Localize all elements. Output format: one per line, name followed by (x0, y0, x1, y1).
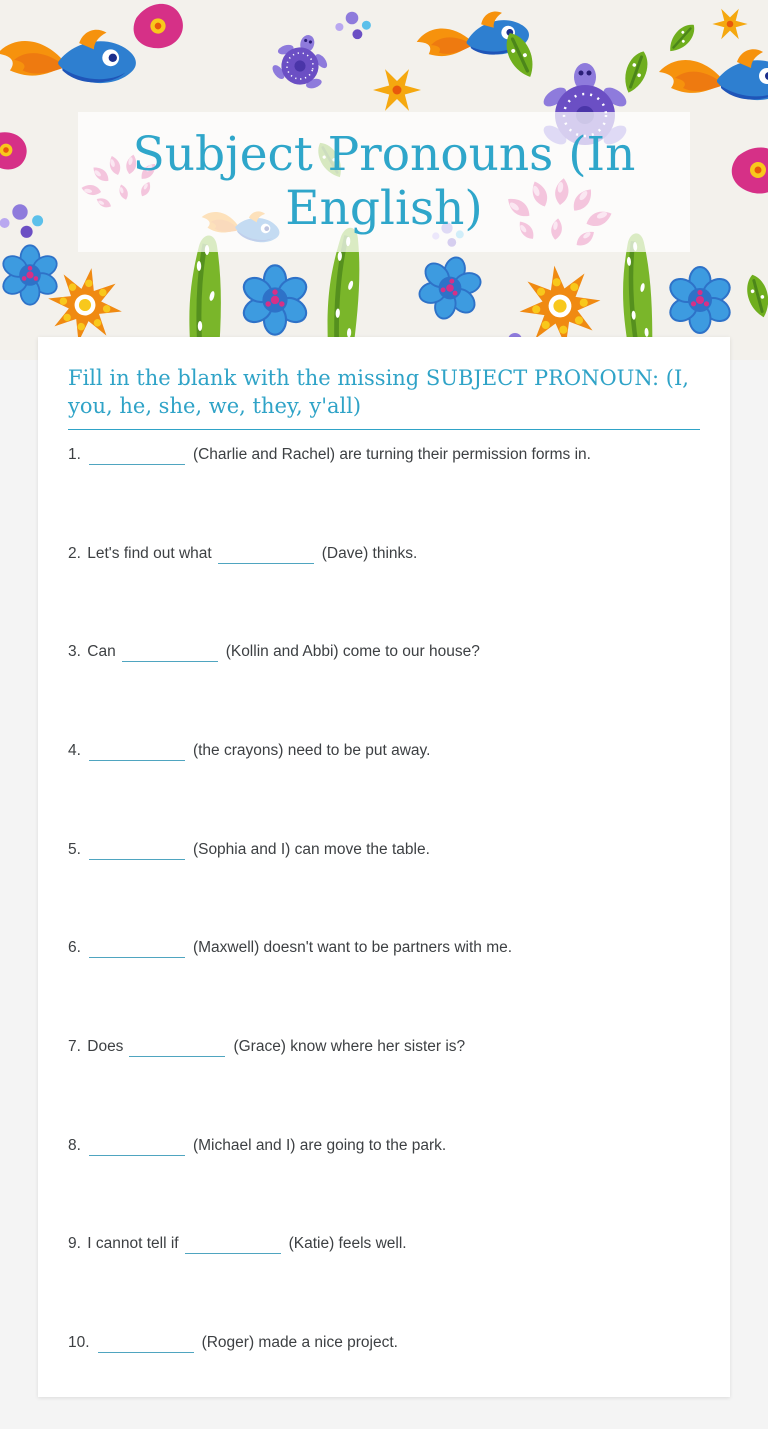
question-text-after-blank: (Charlie and Rachel) are turning their permission forms in. (192, 445, 591, 463)
question-row (68, 641, 700, 663)
question-number: 2. (68, 544, 81, 562)
question-text-after-blank: (Sophia and I) can move the table. (192, 840, 430, 858)
question-row (68, 839, 700, 861)
answer-blank[interactable] (89, 1142, 185, 1156)
worksheet-card (38, 337, 730, 1397)
instruction-heading: Fill in the blank with the missing SUBJECT PRONOUN: (I, you, he, she, we, they, y'all) (68, 366, 689, 418)
question-number: 7. (68, 1037, 81, 1055)
question-number: 3. (68, 643, 81, 661)
question-text-after-blank: (Maxwell) doesn't want to be partners with me. (192, 939, 513, 957)
question-row (68, 937, 700, 959)
question-row (68, 444, 700, 466)
question-number: 9. (68, 1235, 81, 1253)
question-text-after-blank: (Katie) feels well. (288, 1235, 407, 1253)
question-text-before-blank: Let's find out what (87, 544, 212, 562)
decorative-banner (0, 0, 768, 360)
answer-blank[interactable] (98, 1339, 194, 1353)
question-text-after-blank: (the crayons) need to be put away. (192, 741, 431, 759)
answer-blank[interactable] (89, 944, 185, 958)
question-number: 10. (68, 1334, 90, 1352)
question-row (68, 1233, 700, 1255)
question-text-before-blank: Does (87, 1037, 124, 1055)
answer-blank[interactable] (122, 648, 218, 662)
question-text-after-blank: (Dave) thinks. (321, 544, 418, 562)
question-row (68, 1332, 700, 1354)
question-list (68, 444, 700, 1354)
worksheet-title-box (78, 112, 690, 252)
question-text-before-blank: Can (87, 643, 116, 661)
answer-blank[interactable] (89, 846, 185, 860)
question-text-after-blank: (Roger) made a nice project. (201, 1334, 398, 1352)
question-number: 5. (68, 840, 81, 858)
question-row (68, 543, 700, 565)
answer-blank[interactable] (129, 1043, 225, 1057)
question-row (68, 1135, 700, 1157)
answer-blank[interactable] (89, 451, 185, 465)
question-row (68, 740, 700, 762)
question-text-after-blank: (Michael and I) are going to the park. (192, 1136, 447, 1154)
question-row (68, 1036, 700, 1058)
answer-blank[interactable] (185, 1240, 281, 1254)
section-divider (68, 429, 700, 430)
question-number: 4. (68, 741, 81, 759)
question-text-after-blank: (Grace) know where her sister is? (233, 1037, 466, 1055)
answer-blank[interactable] (89, 747, 185, 761)
worksheet-title: Subject Pronouns (In English) (132, 126, 636, 236)
question-number: 8. (68, 1136, 81, 1154)
question-text-before-blank: I cannot tell if (87, 1235, 179, 1253)
question-number: 1. (68, 445, 81, 463)
answer-blank[interactable] (218, 550, 314, 564)
question-number: 6. (68, 939, 81, 957)
question-text-after-blank: (Kollin and Abbi) come to our house? (225, 643, 480, 661)
